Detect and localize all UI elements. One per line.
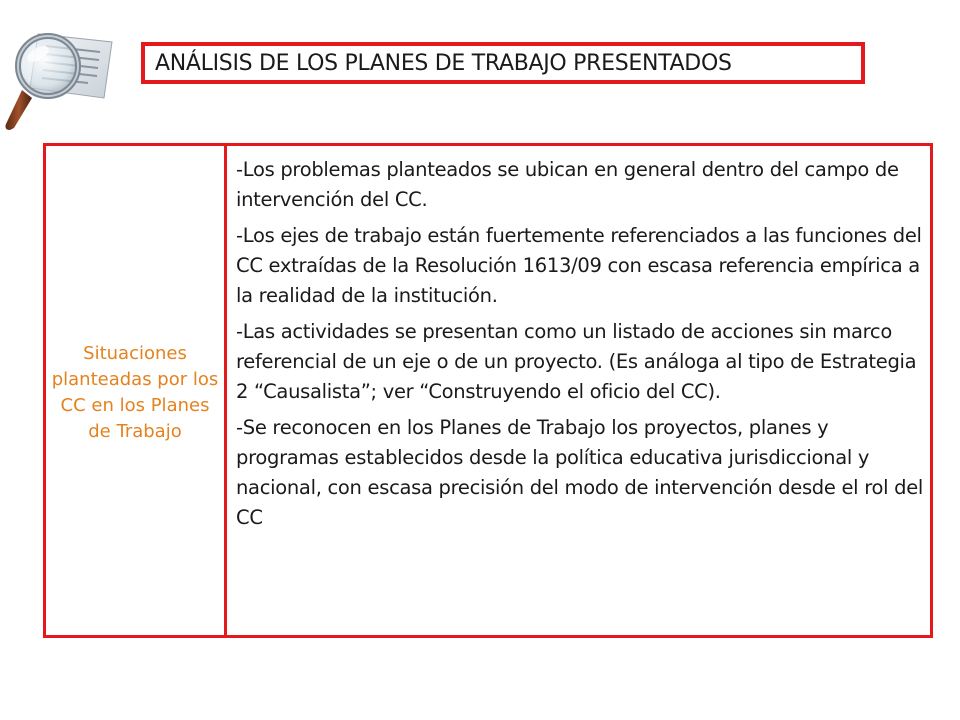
paragraph-activities: -Las actividades se presentan como un listado de acciones sin marco referencial de un eje o de un proyecto. (Es análoga al tipo de Estrategia 2 “Causalista”; ver “Construyendo el oficio del CC). bbox=[236, 320, 917, 403]
title-box bbox=[141, 42, 865, 84]
table-content-cell bbox=[227, 146, 930, 635]
page-title: ANÁLISIS DE LOS PLANES DE TRABAJO PRESENTADOS bbox=[155, 50, 732, 76]
table-label-cell bbox=[46, 146, 227, 635]
magnifying-glass-document-icon bbox=[0, 28, 118, 132]
paragraph-work-axes: -Los ejes de trabajo están fuertemente referenciados a las funciones del CC extraídas de la Resolución 1613/09 con escasa referencia empírica a la realidad de la institución. bbox=[236, 224, 922, 307]
paragraph-problems: -Los problemas planteados se ubican en general dentro del campo de intervención del CC. bbox=[236, 158, 899, 211]
table-label: Situaciones planteadas por los CC en los Planes de Trabajo bbox=[51, 342, 219, 442]
analysis-table bbox=[43, 143, 933, 638]
paragraph-projects: -Se reconocen en los Planes de Trabajo los proyectos, planes y programas establecidos desde la política educativa jurisdiccional y nacional, con escasa precisión del modo de intervención desde el rol del CC bbox=[236, 416, 924, 529]
